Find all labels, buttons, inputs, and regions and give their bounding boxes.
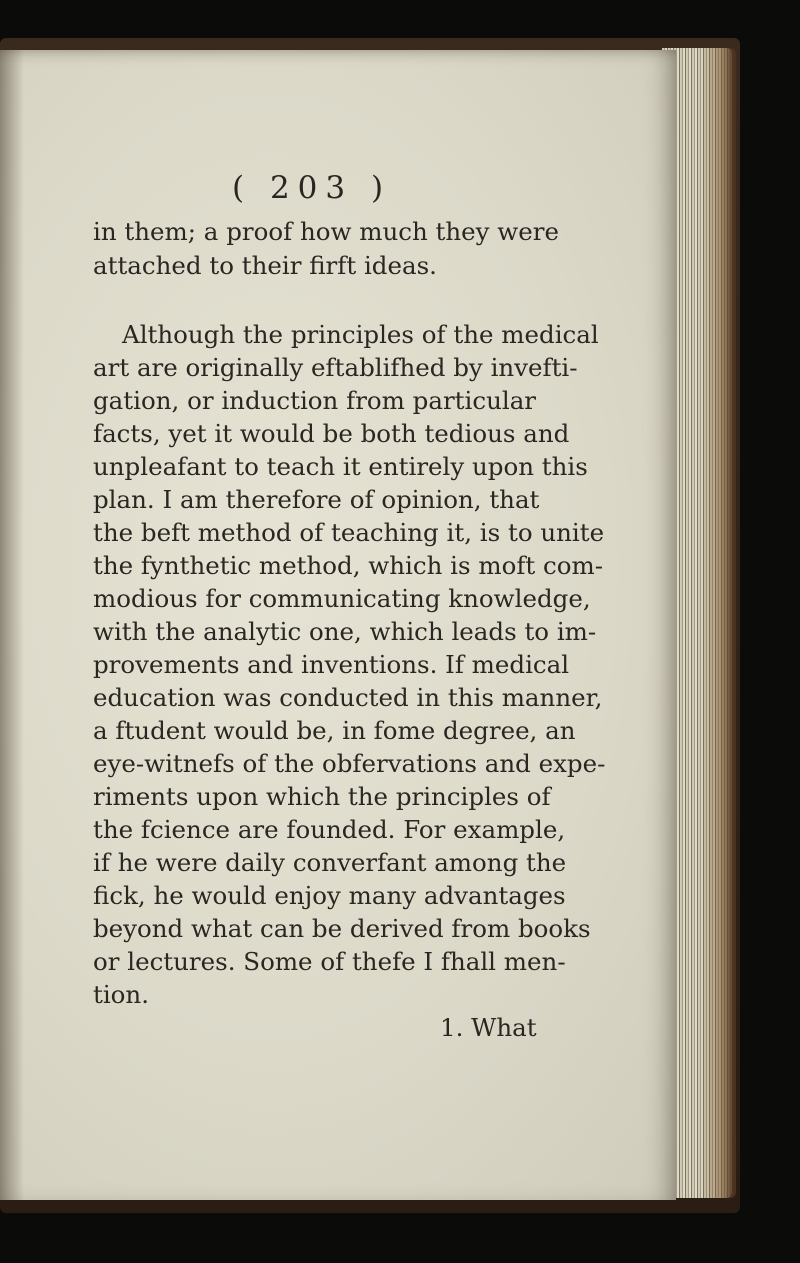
page-number: ( 203 )	[232, 170, 392, 206]
text-line: gation, or induction from particular	[93, 386, 537, 415]
text-line: with the analytic one, which leads to im-	[93, 617, 597, 646]
text-line: the fynthetic method, which is moft com-	[93, 551, 604, 580]
text-line: a ftudent would be, in fome degree, an	[93, 716, 576, 745]
text-line: unpleafant to teach it entirely upon this	[93, 452, 588, 481]
text-line: in them; a proof how much they were	[93, 217, 559, 246]
text-line: the beft method of teaching it, is to unite	[93, 518, 605, 547]
text-line: fick, he would enjoy many advantages	[93, 881, 566, 910]
text-line: tion.	[93, 980, 149, 1009]
text-line: modious for communicating knowledge,	[93, 584, 591, 613]
text-line: art are originally eftablifhed by invefti-	[93, 353, 578, 382]
text-line: plan. I am therefore of opinion, that	[93, 485, 540, 514]
text-line: riments upon which the principles of	[93, 782, 551, 811]
text-line: provements and inventions. If medical	[93, 650, 570, 679]
text-line: eye-witnefs of the obfervations and expe-	[93, 749, 606, 778]
text-line: or lectures. Some of thefe I fhall men-	[93, 947, 566, 976]
text-line: education was conducted in this manner,	[93, 683, 603, 712]
text-line: beyond what can be derived from books	[93, 914, 591, 943]
text-line: the fcience are founded. For example,	[93, 815, 566, 844]
text-line: Although the principles of the medical	[122, 320, 599, 349]
catchword: 1. What	[440, 1013, 537, 1042]
text-line: facts, yet it would be both tedious and	[93, 419, 570, 448]
text-line: if he were daily converfant among the	[93, 848, 567, 877]
text-line: attached to their firft ideas.	[93, 251, 437, 280]
